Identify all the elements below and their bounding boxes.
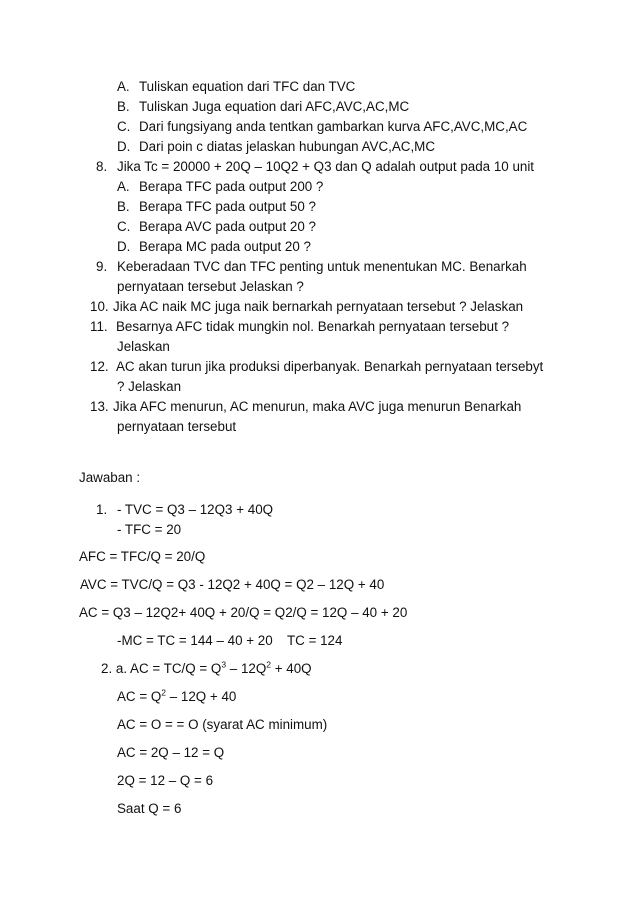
q7-d-text: Dari poin c diatas jelaskan hubungan AVC,AC,MC	[139, 139, 435, 154]
q7-c-text: Dari fungsiyang anda tentkan gambarkan kurva AFC,AVC,MC,AC	[139, 119, 528, 134]
ac-equation: AC = Q3 – 12Q2+ 40Q + 20/Q = Q2/Q = 12Q – 40 + 20	[79, 605, 408, 620]
avc-equation: AVC = TVC/Q = Q3 - 12Q2 + 40Q = Q2 – 12Q + 40	[80, 577, 385, 592]
answer-2a-line3: AC = O = = O (syarat AC minimum)	[117, 717, 328, 732]
q10-line1: Jika AC naik MC juga naik bernarkah pernyataan tersebut ? Jelaskan	[113, 299, 524, 314]
q8-b-text: Berapa TFC pada output 50 ?	[139, 199, 316, 214]
q7-c-marker: C.	[117, 119, 131, 134]
q8-c-text: Berapa AVC pada output 20 ?	[139, 219, 316, 234]
q8-d-marker: D.	[117, 239, 131, 254]
answer-1-tvc: - TVC = Q3 – 12Q3 + 40Q	[117, 502, 274, 517]
q12-line1: AC akan turun jika produksi diperbanyak. Benarkah pernyataan tersebyt	[116, 359, 544, 374]
q7-d-marker: D.	[117, 139, 131, 154]
q8-text: Jika Tc = 20000 + 20Q – 10Q2 + Q3 dan Q adalah output pada 10 unit	[117, 159, 535, 174]
q8-marker: 8.	[96, 159, 108, 174]
tc-equation: TC = 124	[287, 633, 343, 648]
answer-2a-line4: AC = 2Q – 12 = Q	[117, 745, 225, 760]
q11-line1: Besarnya AFC tidak mungkin nol. Benarkah pernyataan tersebut ?	[116, 319, 510, 334]
answer-2a-line1: 2. a. AC = $TC/Q = Q^3 - 12Q^2 + 40Q$	[101, 659, 312, 676]
q9-marker: 9.	[96, 259, 108, 274]
q10-marker: 10.	[90, 299, 109, 314]
q7-a-marker: A.	[117, 79, 130, 94]
q8-a-text: Berapa TFC pada output 200 ?	[139, 179, 324, 194]
mc-equation: -MC = TC = 144 – 40 + 20	[117, 633, 273, 648]
q8-a-marker: A.	[117, 179, 130, 194]
q9-line2: pernyataan tersebut Jelaskan ?	[117, 279, 304, 294]
q8-c-marker: C.	[117, 219, 131, 234]
afc-equation: AFC = TFC/Q = 20/Q	[79, 549, 206, 564]
q12-line2: ? Jelaskan	[117, 379, 182, 394]
q13-line2: pernyataan tersebut	[117, 419, 237, 434]
q11-line2: Jelaskan	[117, 339, 170, 354]
answer-1-marker: 1.	[96, 502, 108, 517]
q13-marker: 13.	[90, 399, 109, 414]
q8-d-text: Berapa MC pada output 20 ?	[139, 239, 311, 254]
q7-b-marker: B.	[117, 99, 130, 114]
q13-line1: Jika AFC menurun, AC menurun, maka AVC juga menurun Benarkah	[113, 399, 522, 414]
q7-b-text: Tuliskan Juga equation dari AFC,AVC,AC,MC	[139, 99, 410, 114]
q8-b-marker: B.	[117, 199, 130, 214]
q7-a-text: Tuliskan equation dari TFC dan TVC	[139, 79, 356, 94]
answer-2a-line6: Saat Q = 6	[117, 801, 182, 816]
answer-1-tfc: - TFC = 20	[117, 522, 182, 537]
q11-marker: 11.	[90, 319, 108, 334]
answer-2a-line2: AC = $Q^2 - 12Q + 40$	[117, 687, 237, 704]
q9-line1: Keberadaan TVC dan TFC penting untuk menentukan MC. Benarkah	[117, 259, 527, 274]
q12-marker: 12.	[90, 359, 109, 374]
answer-2a-line5: 2Q = 12 – Q = 6	[117, 773, 214, 788]
answers-heading: Jawaban :	[79, 470, 141, 485]
